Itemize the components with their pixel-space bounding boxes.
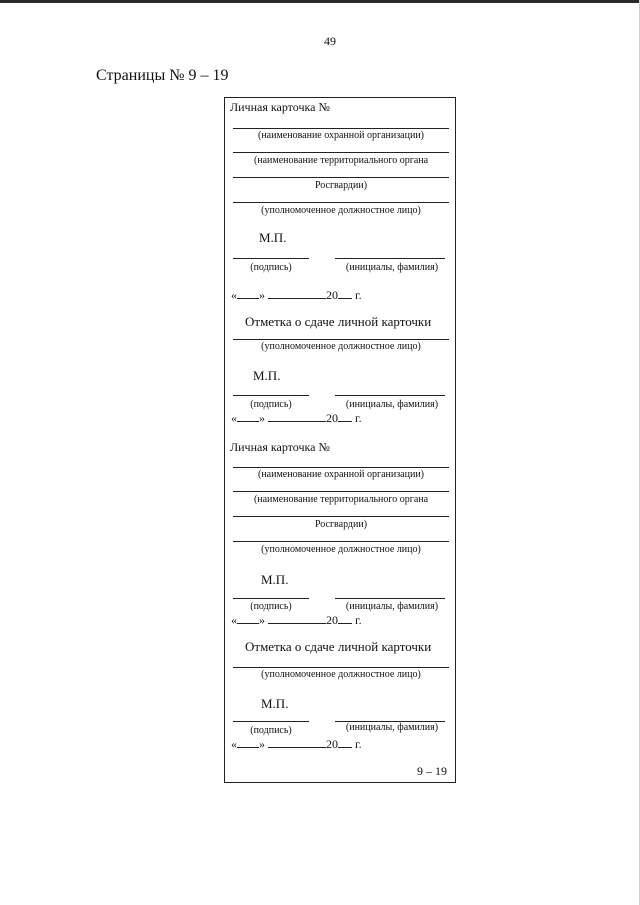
card1-org-caption: (наименование охранной организации): [257, 130, 425, 141]
card1-return-initials-line[interactable]: [335, 395, 445, 396]
card2-signature-line[interactable]: [233, 598, 309, 599]
card1-return-date-close-quote: »: [259, 411, 265, 425]
card2-official-caption: (уполномоченное должностное лицо): [261, 544, 421, 555]
card2-return-year-prefix: 20: [326, 737, 338, 751]
card1-initials-line[interactable]: [335, 258, 445, 259]
card2-territorial-caption: (наименование территориального органа: [253, 494, 429, 505]
card1-return-official-line[interactable]: [233, 339, 449, 340]
card2-stamp-label: М.П.: [261, 572, 289, 587]
card1-official-caption: (уполномоченное должностное лицо): [261, 205, 421, 216]
card2-day-blank[interactable]: [237, 613, 259, 624]
card2-initials-caption: (инициалы, фамилия): [345, 601, 439, 612]
card2-return-stamp-label: М.П.: [261, 696, 289, 711]
card2-return-date-close-quote: »: [259, 737, 265, 751]
card2-return-day-blank[interactable]: [237, 737, 259, 748]
card2-date-open-quote: «: [231, 613, 237, 627]
card1-month-blank[interactable]: [268, 288, 326, 299]
card2-return-month-blank[interactable]: [268, 737, 326, 748]
card1-heading: Личная карточка №: [230, 100, 330, 114]
card2-rosgvardia-caption: Росгвардии): [314, 519, 368, 530]
card1-date-close-quote: »: [259, 288, 265, 302]
card1-date-open-quote: «: [231, 288, 237, 302]
card1-return-month-blank[interactable]: [268, 411, 326, 422]
card2-return-date-open-quote: «: [231, 737, 237, 751]
card2-official-line[interactable]: [233, 541, 449, 542]
card2-rosgvardia-line[interactable]: [233, 516, 449, 517]
card1-territorial-caption: (наименование территориального органа: [253, 155, 429, 166]
card2-org-caption: (наименование охранной организации): [257, 469, 425, 480]
card1-return-official-caption: (уполномоченное должностное лицо): [261, 341, 421, 352]
card1-rosgvardia-line[interactable]: [233, 177, 449, 178]
card2-heading: Личная карточка №: [230, 440, 330, 454]
card1-return-signature-line[interactable]: [233, 395, 309, 396]
card2-territorial-line[interactable]: [233, 491, 449, 492]
card2-return-official-line[interactable]: [233, 667, 449, 668]
card1-year-blank[interactable]: [338, 288, 352, 299]
card1-return-day-blank[interactable]: [237, 411, 259, 422]
card1-return-date-open-quote: «: [231, 411, 237, 425]
card2-year-prefix: 20: [326, 613, 338, 627]
personal-card-form: [224, 97, 456, 783]
card2-return-signature-caption: (подпись): [250, 725, 292, 736]
card1-return-year-blank[interactable]: [338, 411, 352, 422]
card1-signature-caption: (подпись): [250, 262, 292, 273]
card1-return-year-suffix: г.: [355, 411, 362, 425]
pages-title: Страницы № 9 – 19: [96, 67, 229, 84]
card1-rosgvardia-caption: Росгвардии): [314, 180, 368, 191]
card1-day-blank[interactable]: [237, 288, 259, 299]
card2-year-blank[interactable]: [338, 613, 352, 624]
card1-official-line[interactable]: [233, 202, 449, 203]
card1-return-stamp-label: М.П.: [253, 368, 281, 383]
card1-initials-caption: (инициалы, фамилия): [345, 262, 439, 273]
card1-return-year-prefix: 20: [326, 411, 338, 425]
card1-year-prefix: 20: [326, 288, 338, 302]
card1-org-line[interactable]: [233, 128, 449, 129]
card2-return-heading: Отметка о сдаче личной карточки: [245, 639, 432, 654]
card2-signature-caption: (подпись): [250, 601, 292, 612]
card2-year-suffix: г.: [355, 613, 362, 627]
card2-date-field[interactable]: [231, 613, 362, 628]
card2-return-initials-caption: (инициалы, фамилия): [345, 722, 439, 733]
card1-signature-line[interactable]: [233, 258, 309, 259]
card-footer-code: 9 – 19: [417, 764, 447, 778]
page-top-edge: [0, 0, 640, 3]
card1-return-signature-caption: (подпись): [250, 399, 292, 410]
card1-territorial-line[interactable]: [233, 152, 449, 153]
card2-initials-line[interactable]: [335, 598, 445, 599]
card2-org-line[interactable]: [233, 467, 449, 468]
card1-date-field[interactable]: [231, 288, 362, 303]
card2-return-official-caption: (уполномоченное должностное лицо): [261, 669, 421, 680]
card2-return-date-field[interactable]: [231, 737, 362, 752]
card1-return-initials-caption: (инициалы, фамилия): [345, 399, 439, 410]
card1-return-heading: Отметка о сдаче личной карточки: [245, 314, 432, 329]
card2-date-close-quote: »: [259, 613, 265, 627]
card2-month-blank[interactable]: [268, 613, 326, 624]
card2-return-signature-line[interactable]: [233, 721, 309, 722]
card1-year-suffix: г.: [355, 288, 362, 302]
card2-return-year-blank[interactable]: [338, 737, 352, 748]
card1-return-date-field[interactable]: [231, 411, 362, 426]
card1-stamp-label: М.П.: [259, 230, 287, 245]
card2-return-year-suffix: г.: [355, 737, 362, 751]
page-number: 49: [324, 34, 336, 48]
